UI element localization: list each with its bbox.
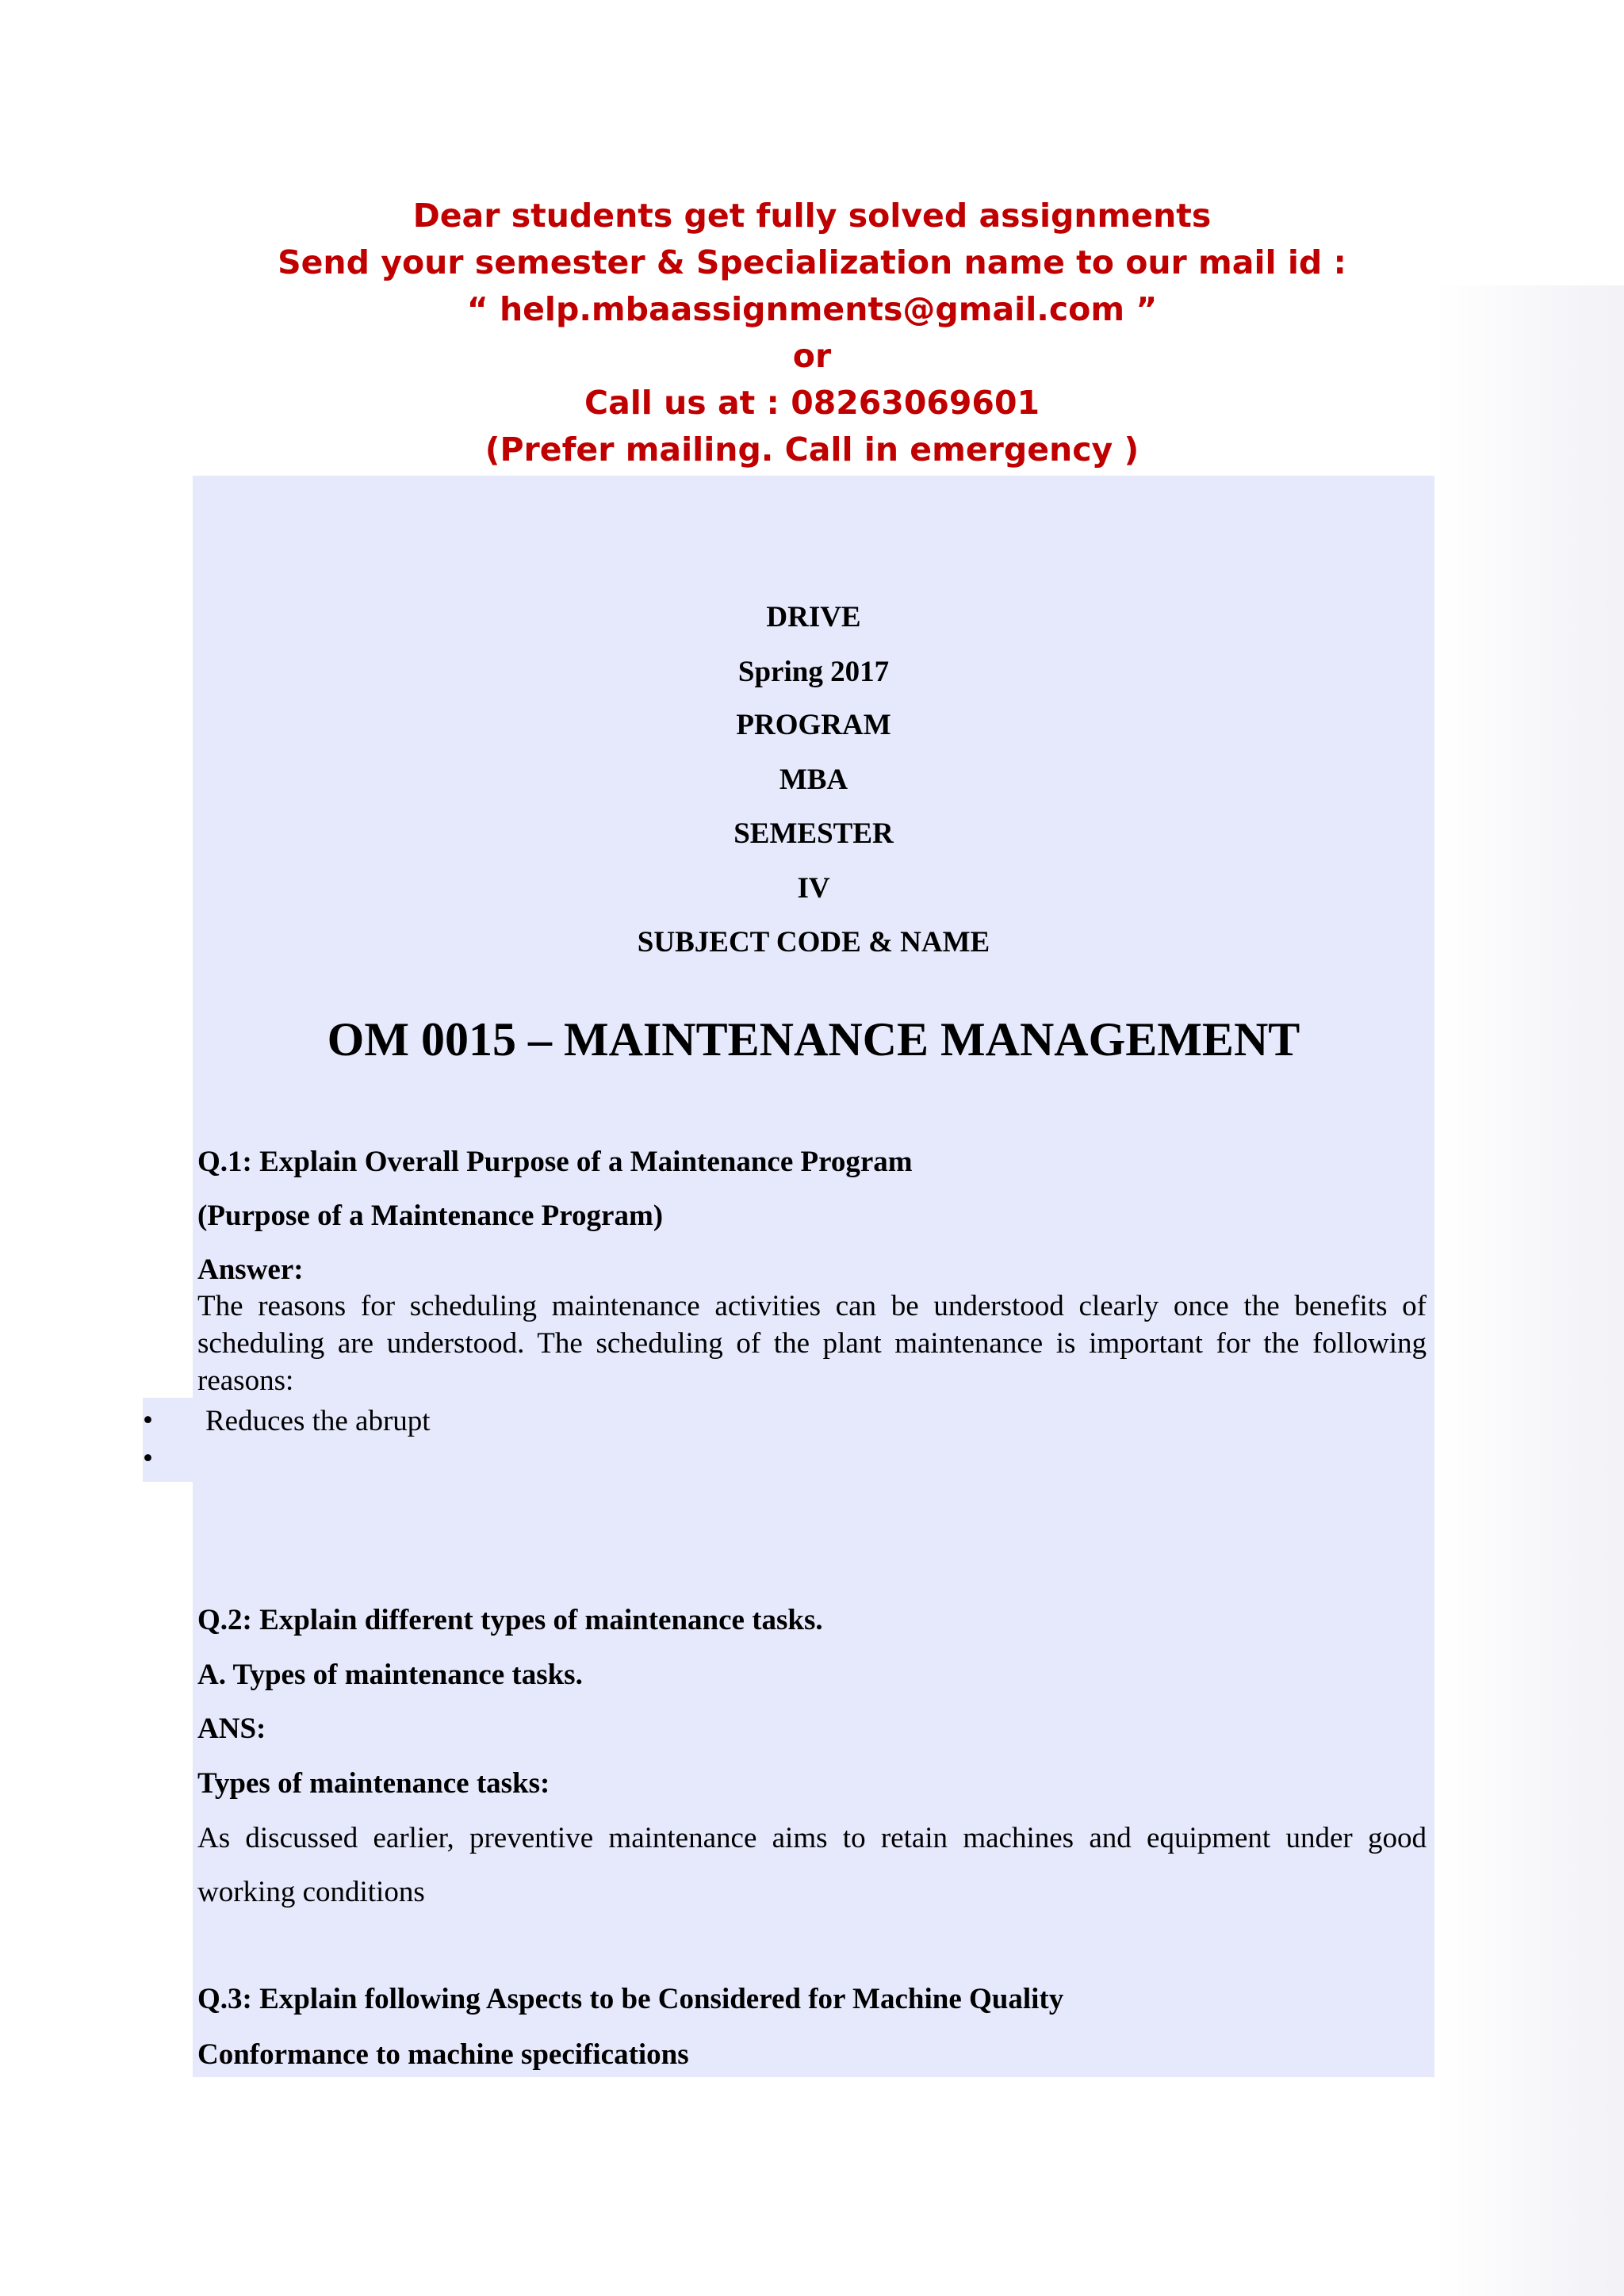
drive-label: DRIVE [766, 601, 861, 633]
drive-value: Spring 2017 [737, 656, 890, 688]
q1-question: Q.1: Explain Overall Purpose of a Maintenance Program [197, 1146, 913, 1178]
bullet-1-marker: • [143, 1404, 153, 1437]
promo-line-2: Send your semester & Specialization name to our mail id : [278, 243, 1346, 281]
program-value: MBA [779, 763, 848, 796]
q2-ans-label: ANS: [197, 1712, 266, 1745]
promo-note: (Prefer mailing. Call in emergency ) [485, 430, 1139, 469]
semester-label: SEMESTER [733, 817, 894, 850]
bullet-1-text: Reduces the abrupt [205, 1405, 431, 1437]
q2-answer-text: As discussed earlier, preventive maintenance aims to retain machines and equipment under good working conditions [197, 1822, 1427, 1908]
promo-banner [0, 193, 1624, 473]
semester-value: IV [797, 872, 830, 905]
q1-answer-label: Answer: [197, 1253, 304, 1286]
q2-types-heading: Types of maintenance tasks: [197, 1767, 550, 1800]
page-edge-shadow [1435, 285, 1624, 2296]
q2-subheading: A. Types of maintenance tasks. [197, 1659, 583, 1691]
bullet-2-marker: • [143, 1442, 153, 1475]
q1-answer-text: The reasons for scheduling maintenance activities can be understood clearly once the benefits of scheduling are understood. The scheduling of the plant maintenance is important for the following reasons: [197, 1290, 1427, 1397]
promo-line-1: Dear students get fully solved assignments [412, 197, 1212, 235]
q3-subheading: Conformance to machine specifications [197, 2038, 689, 2071]
subject-title: OM 0015 – MAINTENANCE MANAGEMENT [327, 1013, 1300, 1066]
q2-question: Q.2: Explain different types of maintenance tasks. [197, 1604, 823, 1636]
promo-phone: Call us at : 08263069601 [584, 384, 1040, 422]
promo-email: “ help.mbaassignments@gmail.com ” [466, 290, 1158, 328]
subject-label: SUBJECT CODE & NAME [637, 926, 990, 959]
q3-question: Q.3: Explain following Aspects to be Considered for Machine Quality [197, 1983, 1064, 2015]
promo-or: or [792, 337, 832, 375]
program-label: PROGRAM [736, 709, 891, 741]
q1-subheading: (Purpose of a Maintenance Program) [197, 1200, 664, 1232]
